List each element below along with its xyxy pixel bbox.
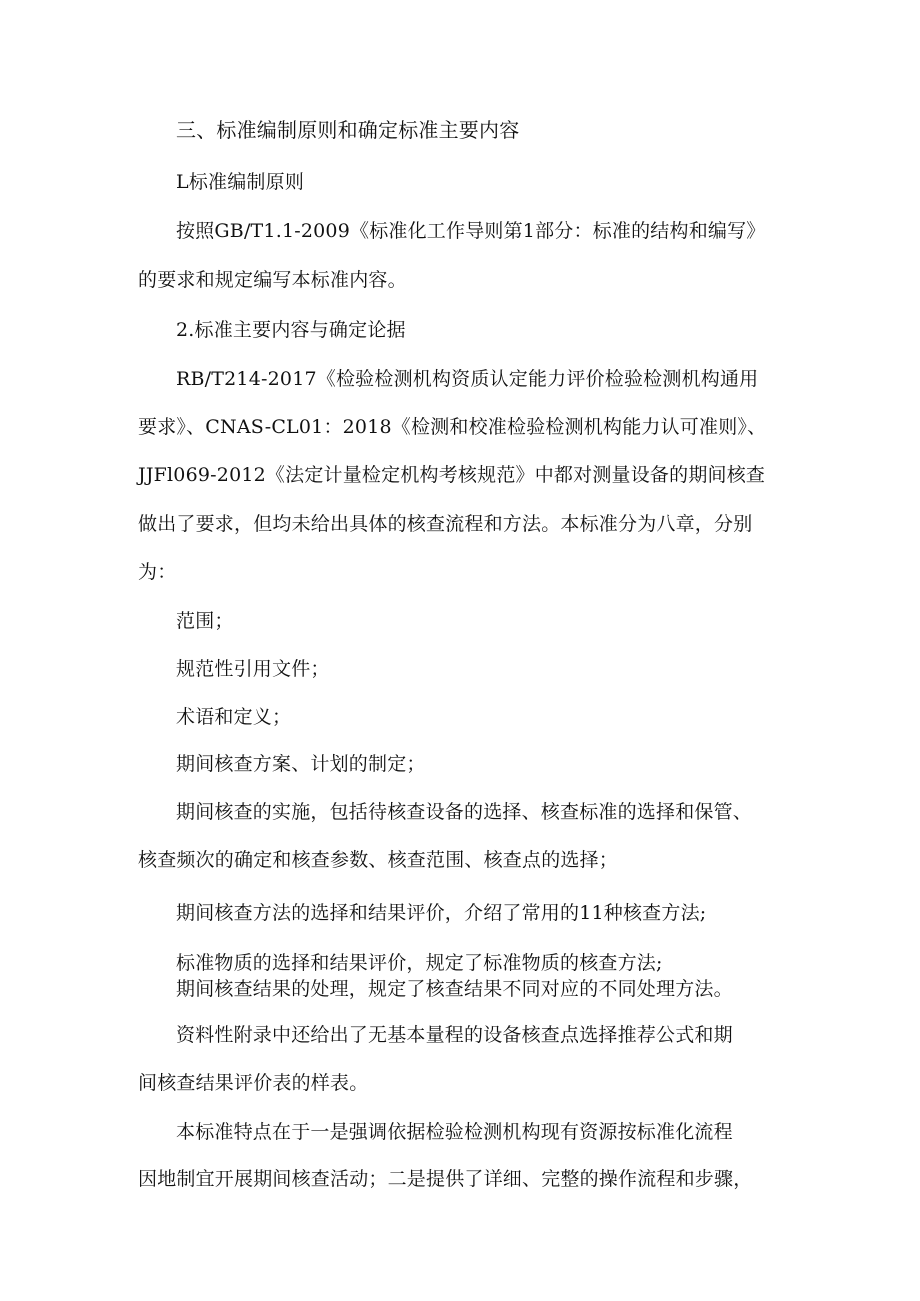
list-item: 期间核查结果的处理，规定了核查结果不同对应的不同处理方法。 (176, 978, 733, 1000)
paragraph-line: 要求》、CNAS-CL01：2018《检测和校准检验检测机构能力认可准则》、 (138, 416, 767, 438)
list-item: 规范性引用文件； (176, 658, 330, 680)
paragraph-line: RB/T214-2017《检验检测机构资质认定能力评价检验检测机构通用 (176, 368, 759, 390)
subheading-compilation-principle: L标准编制原则 (176, 171, 305, 193)
paragraph-line: 因地制宜开展期间核查活动；二是提供了详细、完整的操作流程和步骤， (138, 1168, 753, 1190)
paragraph-line: 本标准特点在于一是强调依据检验检测机构现有资源按标准化流程 (176, 1121, 733, 1143)
paragraph-line: JJFl069-2012《法定计量检定机构考核规范》中都对测量设备的期间核查 (138, 464, 766, 486)
paragraph-line: 做出了要求，但均未给出具体的核查流程和方法。本标准分为八章，分别 (138, 513, 753, 535)
paragraph-line: 间核查结果评价表的样表。 (138, 1072, 369, 1094)
list-item-continuation: 核查频次的确定和核查参数、核查范围、核查点的选择； (138, 849, 619, 871)
subheading-main-content: 2.标准主要内容与确定论据 (176, 319, 406, 341)
list-item: 期间核查的实施，包括待核查设备的选择、核查标准的选择和保管、 (176, 801, 753, 823)
list-item: 术语和定义； (176, 706, 292, 728)
list-item: 期间核查方案、计划的制定； (176, 753, 426, 775)
list-item: 期间核查方法的选择和结果评价，介绍了常用的11种核查方法; (176, 902, 707, 924)
paragraph-line: 资料性附录中还给出了无基本量程的设备核查点选择推荐公式和期 (176, 1024, 733, 1046)
paragraph-line: 为： (138, 561, 177, 583)
section-heading: 三、标准编制原则和确定标准主要内容 (176, 118, 520, 142)
paragraph-line: 的要求和规定编写本标准内容。 (138, 269, 407, 291)
list-item: 范围； (176, 610, 234, 632)
list-item: 标准物质的选择和结果评价，规定了标准物质的核查方法; (176, 952, 663, 974)
paragraph-line: 按照GB/T1.1-2009《标准化工作导则第1部分：标准的结构和编写》 (176, 220, 766, 242)
